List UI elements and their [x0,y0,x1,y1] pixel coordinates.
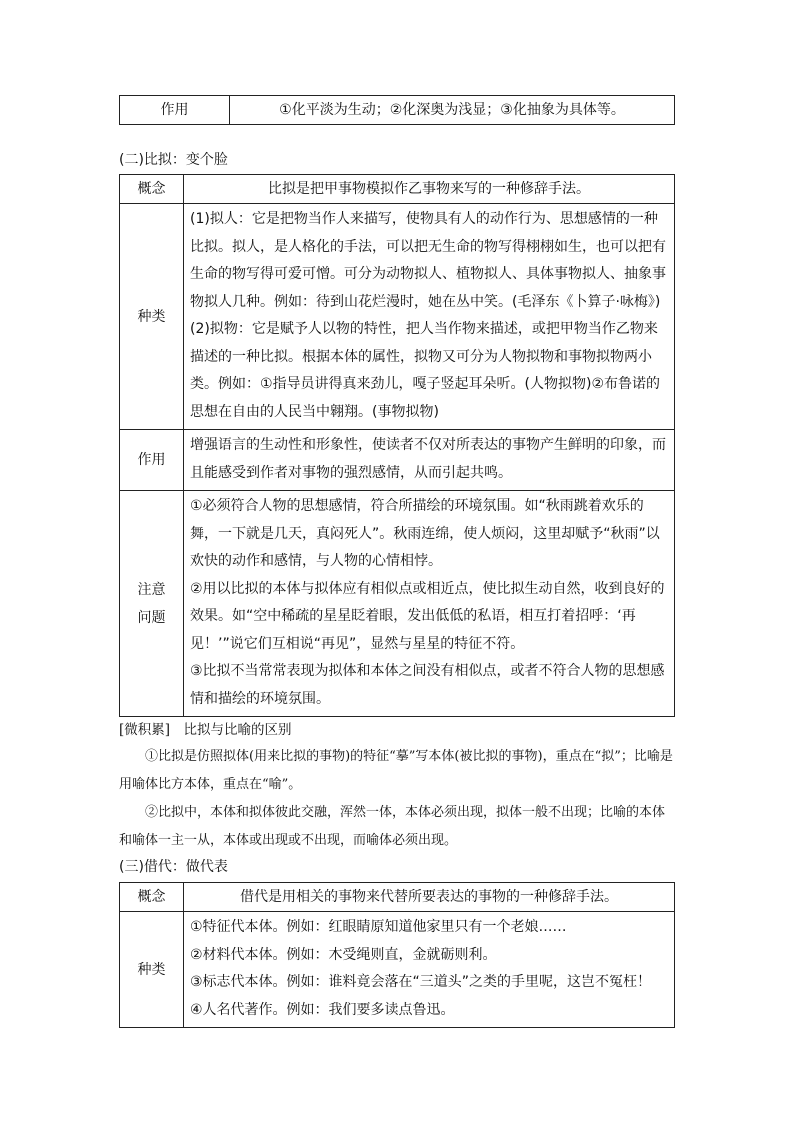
types-label: 种类 [137,961,166,978]
note-paragraph: ②比拟中，本体和拟体彼此交融，浑然一体，本体必须出现，拟体一般不出现；比喻的本体和喻体一主一从，本体或出现或不出现，而喻体必须出现。 [119,805,666,848]
notes-label-line2: 问题 [137,609,166,626]
note-item: ①必须符合人物的思想感情，符合所描绘的环境氛围。如“秋雨跳着欢乐的舞，一下就是几天，真闷死人”。秋雨连绵，使人烦闷，这里却赋予“秋雨”以欢快的动作和感情，与人物的心情相悖。 [190,498,660,569]
note-item: ②用以比拟的本体与拟体应有相似点或相近点，使比拟生动自然，收到良好的效果。如“空中稀疏的星星眨着眼，发出低低的私语，相互打着招呼：‘再见！’”说它们互相说“再见”，显然与星星的特征不符。 [190,580,665,652]
concept-text: 借代是用相关的事物来代替所要表达的事物的一种修辞手法。 [240,888,618,905]
function-label: 作用 [137,452,166,468]
type-item: (1)拟人：它是把物当作人来描写，使物具有人的动作行为、思想感情的一种比拟。拟人，是人格化的手法，可以把无生命的物写得栩栩如生，也可以把有生命的物写得可爱可憎。可分为动物拟人、植物拟人、具体事物拟人、抽象事物拟人几种。例如：待到山花烂漫时，她在丛中笑。(毛泽东《卜算子·咏梅》) [190,211,666,310]
note-body [119,743,675,855]
concept-label: 概念 [137,889,166,905]
type-item: ③标志代本体。例如：谁料竟会落在“三道头”之类的手里呢，这岂不冤枉！ [190,974,652,990]
concept-cell [184,175,675,204]
table-top-function [119,95,675,125]
type-item: ②材料代本体。例如：木受绳则直，金就砺则利。 [190,946,497,963]
table-jiedai [119,882,675,1028]
function-text: 增强语言的生动性和形象性，使读者不仅对所表达的事物产生鲜明的印象，而且能感受到作者对事物的强烈感情，从而引起共鸣。 [190,437,666,481]
type-item: ①特征代本体。例如：红眼睛原知道他家里只有一个老娘…… [190,919,567,935]
function-label: 作用 [160,102,189,118]
notes-label-cell [120,491,184,717]
notes-cell [184,491,675,717]
table-bini [119,174,675,717]
type-item: ④人名代著作。例如：我们要多读点鲁迅。 [190,1001,455,1018]
notes-label-line1: 注意 [137,581,166,598]
note-paragraph: ①比拟是仿照拟体(用来比拟的事物)的特征“摹”写本体(被比拟的事物)，重点在“拟”；比喻是用喻体比方本体，重点在“喻”。 [119,749,673,792]
concept-label-cell [120,175,184,204]
function-cell [184,430,675,491]
section-heading-bini: (二)比拟：变个脸 [119,152,228,168]
concept-label-cell [120,883,184,912]
concept-cell [184,883,675,912]
types-cell [184,912,675,1028]
function-label-cell [120,96,230,125]
note-title: [微积累] 比拟与比喻的区别 [119,722,292,738]
function-label-cell [120,430,184,491]
concept-label: 概念 [137,181,166,197]
types-cell [184,204,675,430]
types-label-cell [120,204,184,430]
function-content: ①化平淡为生动；②化深奥为浅显；③化抽象为具体等。 [279,101,625,118]
type-item: (2)拟物：它是赋予人以物的特性，把人当作物来描述，或把甲物当作乙物来描述的一种比拟。根据本体的属性，拟物又可分为人物拟物和事物拟物两小类。例如：①指导员讲得真来劲儿，嘎子竖起耳朵听。(人物拟物)②布鲁诺的思想在自由的人民当中翱翔。(事物拟物) [190,321,661,420]
function-content-cell [230,96,675,125]
note-item: ③比拟不当常常表现为拟体和本体之间没有相似点，或者不符合人物的思想感情和描绘的环境氛围。 [190,663,665,707]
types-label-cell [120,912,184,1028]
concept-text: 比拟是把甲事物模拟作乙事物来写的一种修辞手法。 [268,180,590,197]
section-heading-jiedai: (三)借代：做代表 [119,859,228,875]
types-label: 种类 [137,308,166,325]
